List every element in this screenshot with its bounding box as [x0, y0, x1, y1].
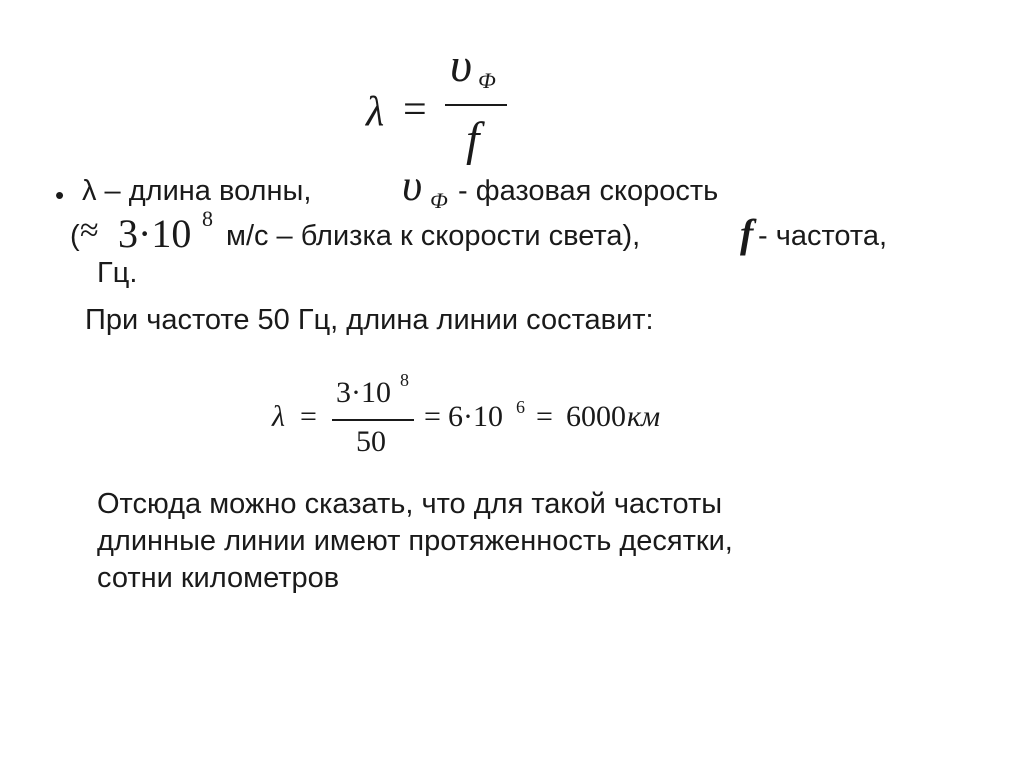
calc-equals-2: =	[424, 400, 441, 433]
definition-speed-text: м/с – близка к скорости света),	[226, 220, 641, 252]
calc-fraction-bar	[332, 419, 414, 421]
formula-phase-velocity-subscript: Ф	[478, 68, 496, 93]
formula-fraction-bar	[445, 104, 507, 106]
calc-mid-base: 6·10	[448, 400, 503, 433]
conclusion-line-1: Отсюда можно сказать, что для такой частоты	[97, 488, 723, 520]
calc-numerator-exponent: 8	[400, 370, 409, 390]
calc-result: 6000	[566, 400, 626, 433]
formula-frequency-symbol: f	[466, 113, 480, 166]
conclusion-line-3: сотни километров	[97, 562, 340, 594]
calc-lambda: λ	[272, 400, 285, 433]
frequency-symbol: f	[740, 211, 754, 256]
intro-text: При частоте 50 Гц, длина линии составит:	[85, 304, 654, 336]
conclusion-line-2: длинные линии имеют протяженность десятки,	[97, 525, 733, 557]
formula-equals: =	[403, 87, 427, 133]
phase-velocity-symbol: υ	[402, 161, 423, 210]
definition-frequency-text: - частота,	[758, 220, 888, 252]
calc-equals-1: =	[300, 400, 317, 433]
calc-equals-3: =	[536, 400, 553, 433]
definition-phase-velocity-text: - фазовая скорость	[458, 175, 719, 207]
calc-numerator-base: 3·10	[336, 376, 391, 409]
definition-wavelength-text: λ – длина волны,	[82, 175, 312, 207]
phase-velocity-subscript: Ф	[430, 188, 448, 213]
approx-sign: ≈	[80, 212, 99, 249]
open-paren: (	[70, 220, 80, 252]
formula-lambda: λ	[366, 89, 385, 135]
calc-unit: км	[627, 400, 661, 433]
speed-of-light-exponent: 8	[202, 206, 213, 231]
formula-phase-velocity-symbol: υ	[450, 39, 473, 92]
definition-unit-text: Гц.	[97, 257, 138, 289]
calc-mid-exponent: 6	[516, 397, 525, 417]
speed-of-light-value: 3·10	[118, 211, 192, 256]
calc-denominator: 50	[356, 425, 386, 458]
bullet-marker: •	[55, 180, 65, 210]
